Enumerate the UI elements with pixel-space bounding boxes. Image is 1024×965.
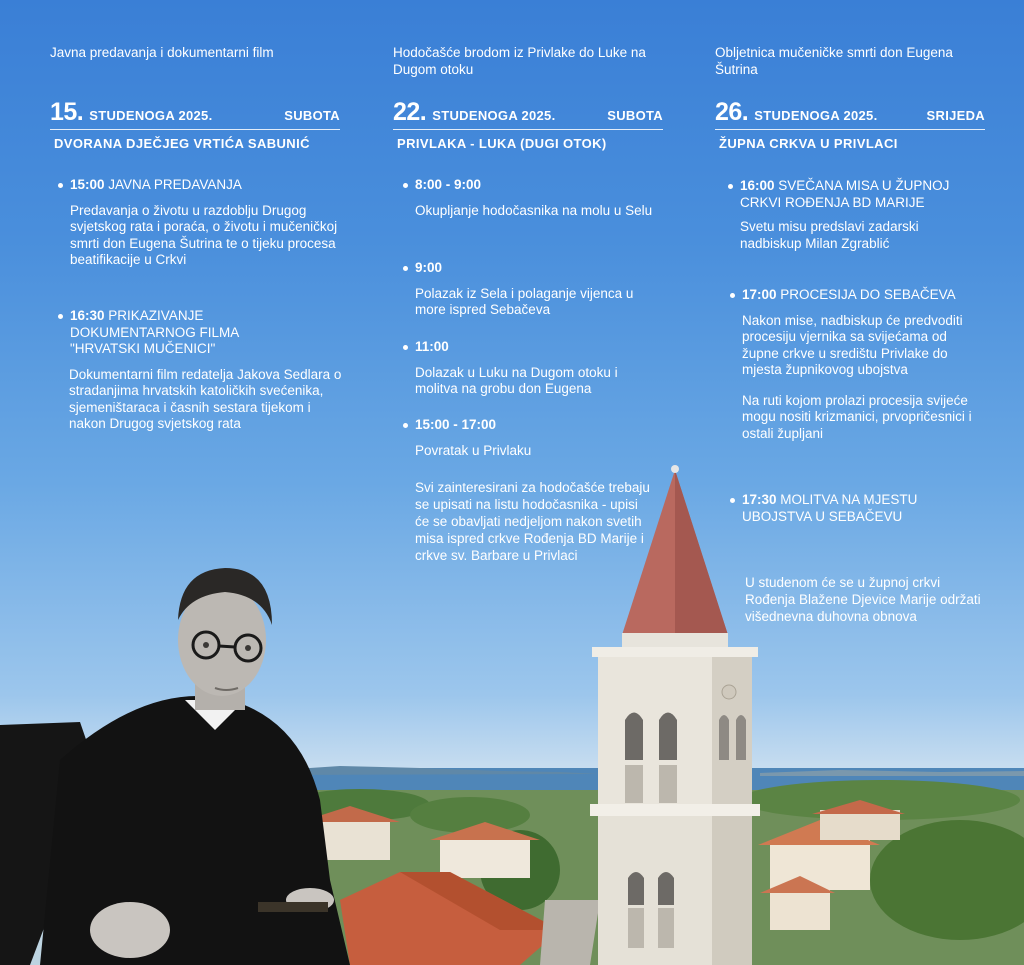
item-description: Dokumentarni film redatelja Jakova Sedlara o stradanjima hrvatskih katoličkih svećenika, sjemeništaraca i časnih sestara tijekom i nakon Drugog svjetskog rata (69, 366, 342, 431)
column-subtitle: Obljetnica mučeničke smrti don Eugena Šutrina (715, 45, 953, 77)
schedule-item (403, 260, 653, 319)
schedule-item (730, 492, 970, 525)
date-weekday: SUBOTA (607, 108, 663, 123)
item-description: Povratak u Privlaku (415, 442, 532, 458)
item-time: 15:00 - 17:00 (415, 417, 497, 432)
schedule-item (403, 339, 653, 398)
item-time: 16:30 (70, 308, 105, 323)
item-time: 15:00 (70, 177, 105, 192)
schedule-item (403, 417, 653, 459)
item-time: 17:00 (742, 287, 777, 302)
item-title: JAVNA PREDAVANJA (108, 177, 242, 192)
date-row (50, 98, 340, 130)
venue: PRIVLAKA - LUKA (DUGI OTOK) (397, 136, 607, 151)
schedule-item (403, 177, 653, 219)
item-time: 17:30 (742, 492, 777, 507)
item-time: 16:00 (740, 178, 775, 193)
item-title: PRIKAZIVANJE DOKUMENTARNOG FILMA "HRVATSKI MUČENICI" (70, 308, 239, 356)
item-description: Predavanja o životu u razdoblju Drugog svjetskog rata i poraća, o životu i mučeničkoj smrti don Eugena Šutrina te o tijeku procesa beatifikacije u Crkvi (70, 202, 338, 267)
item-time: 9:00 (415, 260, 443, 275)
retreat-note: U studenom će se u župnoj crkvi Rođenja Blažene Djevice Marije održati višednevna duhovna obnova (745, 575, 981, 624)
event-column-3 (715, 44, 985, 151)
column-subtitle: Javna predavanja i dokumentarni film (50, 45, 274, 60)
item-title: MOLITVA NA MJESTU UBOJSTVA U SEBAČEVU (742, 492, 918, 524)
item-description: Svetu misu predslavi zadarski nadbiskup Milan Zgrablić (740, 219, 919, 251)
item-description: Polazak iz Sela i polaganje vijenca u more ispred Sebačeva (415, 285, 634, 317)
event-column-1 (50, 44, 340, 151)
item-title: SVEČANA MISA U ŽUPNOJ CRKVI ROĐENJA BD MARIJE (740, 178, 950, 210)
pilgrimage-note: Svi zainteresirani za hodočašće trebaju se upisati na listu hodočasnika - upisi će se obavljati nedjeljom nakon svetih misa ispred crkve Rođenja BD Marije i crkve sv. Barbare u Privlaci (415, 480, 650, 563)
date-row (715, 98, 985, 130)
schedule-item (58, 177, 348, 269)
event-column-2 (393, 44, 663, 151)
item-time: 11:00 (415, 339, 449, 354)
date-day: 15. (50, 98, 84, 126)
item-description: Okupljanje hodočasnika na molu u Selu (415, 202, 653, 218)
date-day: 22. (393, 98, 427, 126)
date-weekday: SUBOTA (284, 108, 340, 123)
date-month: STUDENOGA 2025. (89, 108, 213, 123)
priest-portrait (0, 568, 350, 965)
schedule-item (58, 308, 348, 433)
date-day: 26. (715, 98, 749, 126)
venue: DVORANA DJEČJEG VRTIĆA SABUNIĆ (54, 136, 310, 151)
schedule-item (728, 178, 978, 252)
item-time: 8:00 - 9:00 (415, 177, 482, 192)
date-row (393, 98, 663, 130)
date-weekday: SRIJEDA (926, 108, 985, 123)
venue: ŽUPNA CRKVA U PRIVLACI (719, 136, 898, 151)
date-month: STUDENOGA 2025. (754, 108, 878, 123)
item-description: Dolazak u Luku na Dugom otoku i molitva na grobu don Eugena (415, 364, 618, 396)
date-month: STUDENOGA 2025. (432, 108, 556, 123)
item-title: PROCESIJA DO SEBAČEVA (780, 287, 956, 302)
column-subtitle: Hodočašće brodom iz Privlake do Luke na Dugom otoku (393, 45, 646, 77)
item-description: Nakon mise, nadbiskup će predvoditi procesiju vjernika sa svijećama od župne crkve u središtu Privlake do mjesta župnikovog ubojstva (742, 312, 963, 377)
schedule-item (730, 287, 980, 442)
item-description-extra: Na ruti kojom prolazi procesija svijeće mogu nositi krizmanici, prvopričesnici i ostali župljani (742, 392, 972, 441)
